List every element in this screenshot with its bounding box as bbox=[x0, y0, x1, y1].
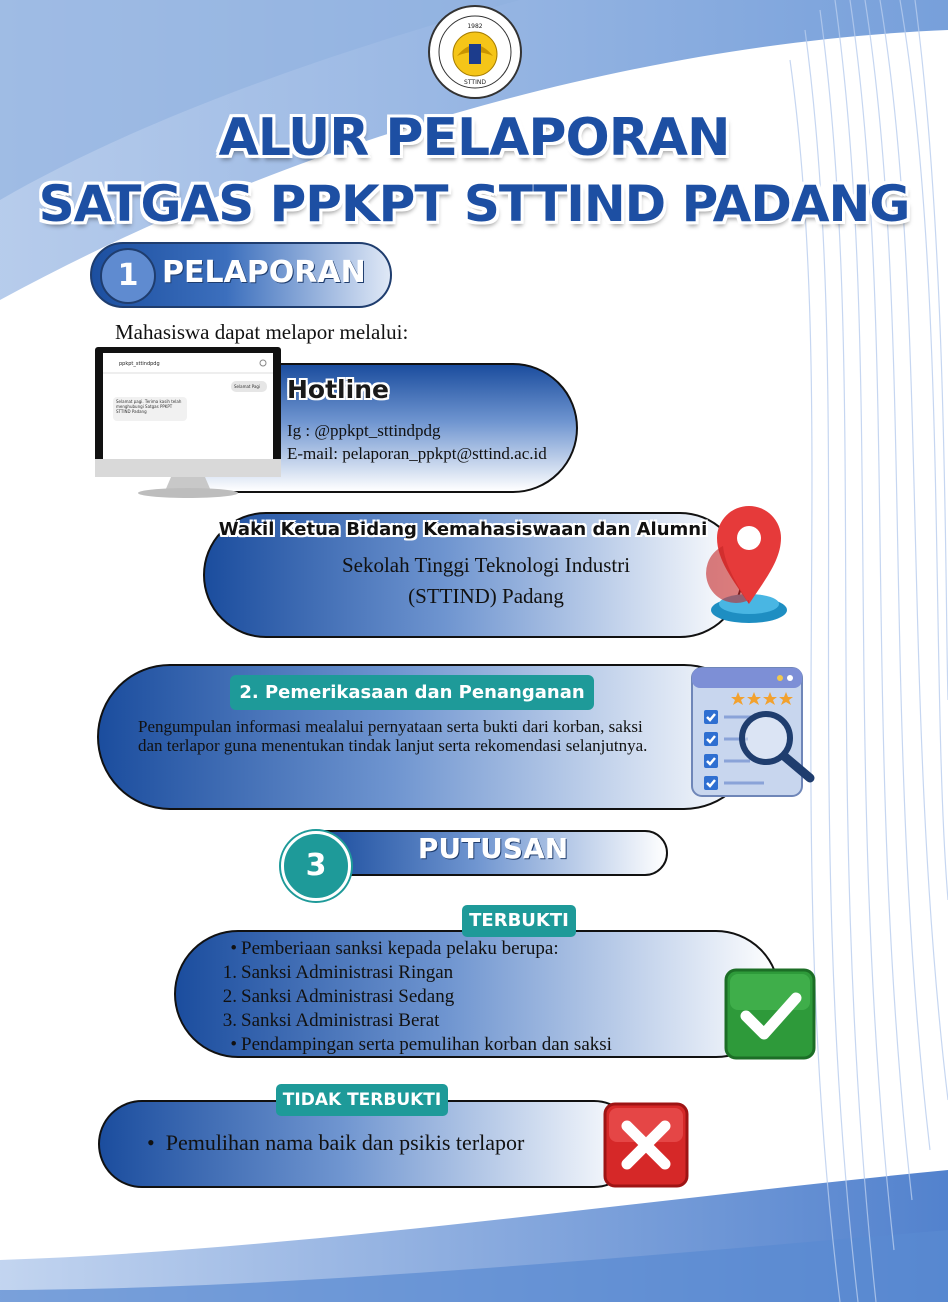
section1-title: PELAPORAN bbox=[162, 255, 366, 290]
section3-number-badge: 3 bbox=[281, 831, 351, 901]
monitor-icon bbox=[95, 347, 281, 499]
chat-account-name: ppkpt_sttindpdg bbox=[119, 361, 160, 367]
section2-title: 2. Pemerikasaan dan Penanganan bbox=[230, 675, 594, 710]
office-title: Wakil Ketua Bidang Kemahasiswaan dan Alumni bbox=[218, 519, 708, 540]
page-title-line2: SATGAS PPKPT STTIND PADANG bbox=[38, 175, 910, 233]
proven-item: • Pendampingan serta pemulihan korban dan saksi bbox=[230, 1034, 612, 1055]
section2-description: Pengumpulan informasi mealalui pernyataan serta bukti dari korban, saksi dan terlapor guna menentukan tindak lanjut serta rekomendasi selanjutnya. bbox=[138, 717, 648, 755]
section3-title: PUTUSAN bbox=[417, 832, 569, 865]
chat-sent-message: Selamat Pagi bbox=[234, 384, 261, 389]
hotline-title: Hotline bbox=[287, 375, 389, 404]
svg-text:1982: 1982 bbox=[467, 23, 483, 30]
check-mark-icon bbox=[724, 968, 816, 1060]
proven-item: 1. Sanksi Administrasi Ringan bbox=[222, 962, 454, 983]
hotline-email: E-mail: pelaporan_ppkpt@sttind.ac.id bbox=[287, 444, 547, 463]
proven-item: 2. Sanksi Administrasi Sedang bbox=[222, 986, 455, 1007]
checklist-magnifier-icon bbox=[688, 660, 818, 800]
chat-reply-message: Selamat pagi. Terima kasih telah menghubungi Satgas PPKPT STTIND Padang bbox=[116, 399, 182, 414]
proven-tag: TERBUKTI bbox=[462, 905, 576, 937]
location-pin-icon bbox=[703, 500, 799, 630]
section1-intro-text: Mahasiswa dapat melapor melalui: bbox=[115, 320, 409, 344]
svg-text:STTIND: STTIND bbox=[464, 79, 486, 86]
section1-number-badge: 1 bbox=[100, 248, 156, 304]
page-title-line1: ALUR PELAPORAN bbox=[218, 108, 730, 168]
cross-icon bbox=[603, 1102, 689, 1188]
hotline-instagram: Ig : @ppkpt_sttindpdg bbox=[287, 421, 441, 440]
not-proven-tag: TIDAK TERBUKTI bbox=[276, 1084, 448, 1116]
office-line2: (STTIND) Padang bbox=[408, 584, 564, 608]
proven-item: • Pemberiaan sanksi kepada pelaku berupa: bbox=[230, 938, 559, 959]
office-line1: Sekolah Tinggi Teknologi Industri bbox=[341, 553, 631, 577]
not-proven-item: • Pemulihan nama baik dan psikis terlapor bbox=[147, 1130, 525, 1155]
institution-logo bbox=[427, 4, 523, 100]
proven-item: 3. Sanksi Administrasi Berat bbox=[222, 1010, 440, 1031]
